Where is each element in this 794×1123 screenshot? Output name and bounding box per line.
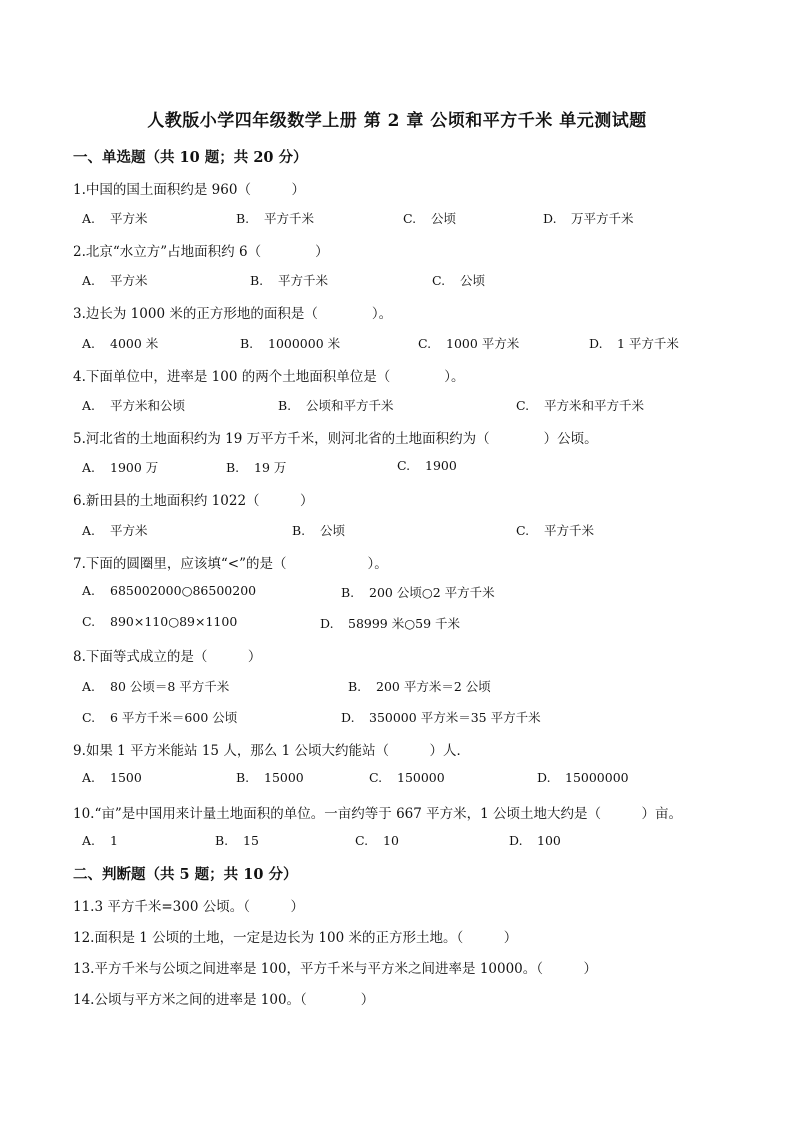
option-text: 200 公顷○2 平方千米 <box>369 585 495 600</box>
q9-option-a <box>82 770 142 785</box>
question-4: 4.下面单位中，进率是 100 的两个土地面积单位是（ ）。 <box>73 369 465 385</box>
q5-option-c <box>397 458 457 473</box>
option-text: 150000 <box>397 770 445 785</box>
q3-option-a <box>82 334 158 352</box>
option-letter: B. <box>236 211 250 226</box>
question-3: 3.边长为 1000 米的正方形地的面积是（ ）。 <box>73 306 393 322</box>
option-text: 15 <box>243 833 259 848</box>
option-letter: C. <box>355 833 369 848</box>
q2-option-b <box>250 271 328 289</box>
option-letter: A. <box>82 336 96 351</box>
option-letter: B. <box>240 336 254 351</box>
option-text: 平方米和平方千米 <box>544 398 645 413</box>
option-letter: D. <box>543 211 557 226</box>
question-7: 7.下面的圆圈里，应该填“<”的是（ ）。 <box>73 556 388 572</box>
option-text: 公顷 <box>320 523 346 538</box>
option-letter: B. <box>292 523 306 538</box>
q3-option-c <box>418 334 519 352</box>
q6-option-c <box>516 521 594 539</box>
option-letter: C. <box>397 458 411 473</box>
question-14: 14.公顷与平方米之间的进率是 100。（ ） <box>73 992 375 1008</box>
option-text: 万平方千米 <box>571 211 634 226</box>
option-text: 1500 <box>110 770 142 785</box>
option-letter: D. <box>537 770 551 785</box>
q10-option-d <box>509 833 561 848</box>
q10-option-b <box>215 833 259 848</box>
q9-option-d <box>537 770 629 785</box>
option-text: 平方千米 <box>544 523 595 538</box>
option-letter: A. <box>82 523 96 538</box>
option-letter: A. <box>82 833 96 848</box>
option-letter: A. <box>82 460 96 475</box>
option-text: 15000000 <box>565 770 629 785</box>
option-letter: A. <box>82 770 96 785</box>
option-letter: C. <box>432 273 446 288</box>
option-text: 平方米 <box>110 523 148 538</box>
q9-option-c <box>369 770 445 785</box>
option-letter: C. <box>82 710 96 725</box>
q10-option-c <box>355 833 399 848</box>
option-letter: B. <box>348 679 362 694</box>
option-text: 平方千米 <box>278 273 329 288</box>
option-text: 10 <box>383 833 399 848</box>
question-11: 11.3 平方千米=300 公顷。（ ） <box>73 899 304 915</box>
question-5: 5.河北省的土地面积约为 19 万平方千米，则河北省的土地面积约为（ ）公顷。 <box>73 431 598 447</box>
option-letter: A. <box>82 583 96 598</box>
question-12: 12.面积是 1 公顷的土地，一定是边长为 100 米的正方形土地。（ ） <box>73 930 518 946</box>
section-heading-single-choice: 一、单选题（共 10 题；共 20 分） <box>73 149 308 166</box>
option-text: 1 <box>110 833 118 848</box>
option-text: 350000 平方米＝35 平方千米 <box>369 710 541 725</box>
option-text: 平方米和公顷 <box>110 398 186 413</box>
question-9: 9.如果 1 平方米能站 15 人，那么 1 公顷大约能站（ ）人． <box>73 743 470 759</box>
option-text: 100 <box>537 833 561 848</box>
q6-option-b <box>292 521 345 539</box>
q1-option-b <box>236 209 314 227</box>
option-text: 公顷 <box>460 273 486 288</box>
option-letter: C. <box>82 614 96 629</box>
option-letter: D. <box>320 616 334 631</box>
q4-option-a <box>82 396 185 414</box>
option-letter: D. <box>341 710 355 725</box>
option-text: 15000 <box>264 770 304 785</box>
option-letter: A. <box>82 211 96 226</box>
question-10: 10.“亩”是中国用来计量土地面积的单位。一亩约等于 667 平方米，1 公顷土地大约是（ ）亩。 <box>73 806 683 822</box>
q2-option-a <box>82 271 148 289</box>
q8-option-d <box>341 708 541 726</box>
q10-option-a <box>82 833 118 848</box>
option-letter: C. <box>516 398 530 413</box>
option-text: 1900 <box>425 458 457 473</box>
q7-option-a <box>82 583 256 598</box>
question-2: 2.北京“水立方”占地面积约 6（ ） <box>73 244 329 260</box>
q9-option-b <box>236 770 304 785</box>
q1-option-a <box>82 209 148 227</box>
q8-option-b <box>348 677 491 695</box>
option-letter: B. <box>215 833 229 848</box>
option-letter: B. <box>236 770 250 785</box>
option-letter: C. <box>369 770 383 785</box>
option-text: 平方千米 <box>264 211 315 226</box>
option-text: 200 平方米＝2 公顷 <box>376 679 491 694</box>
option-text: 平方米 <box>110 211 148 226</box>
option-text: 19 万 <box>254 460 287 475</box>
option-text: 6 平方千米＝600 公顷 <box>110 710 238 725</box>
option-text: 58999 米○59 千米 <box>348 616 461 631</box>
option-letter: A. <box>82 679 96 694</box>
option-letter: D. <box>589 336 603 351</box>
option-text: 公顷 <box>431 211 457 226</box>
option-letter: C. <box>516 523 530 538</box>
option-text: 平方米 <box>110 273 148 288</box>
option-text: 685002000○86500200 <box>110 583 257 598</box>
option-letter: B. <box>250 273 264 288</box>
q7-option-d <box>320 614 460 632</box>
q2-option-c <box>432 271 485 289</box>
option-letter: A. <box>82 273 96 288</box>
question-6: 6.新田县的土地面积约 1022（ ） <box>73 493 314 509</box>
question-13: 13.平方千米与公顷之间进率是 100，平方千米与平方米之间进率是 10000。（ ） <box>73 961 598 977</box>
q5-option-b <box>226 458 286 476</box>
q4-option-c <box>516 396 644 414</box>
option-letter: C. <box>418 336 432 351</box>
q8-option-a <box>82 677 229 695</box>
option-letter: B. <box>278 398 292 413</box>
q5-option-a <box>82 458 158 476</box>
option-text: 公顷和平方千米 <box>306 398 394 413</box>
option-letter: B. <box>341 585 355 600</box>
option-text: 1 平方千米 <box>617 336 679 351</box>
q7-option-b <box>341 583 495 601</box>
option-text: 80 公顷＝8 平方千米 <box>110 679 230 694</box>
option-text: 890×110○89×1100 <box>110 614 238 629</box>
q1-option-d <box>543 209 634 227</box>
q6-option-a <box>82 521 148 539</box>
option-letter: C. <box>403 211 417 226</box>
option-text: 1000 平方米 <box>446 336 520 351</box>
q4-option-b <box>278 396 394 414</box>
section-heading-true-false: 二、判断题（共 5 题；共 10 分） <box>73 866 298 883</box>
q7-option-c <box>82 614 237 629</box>
q8-option-c <box>82 708 237 726</box>
option-text: 1900 万 <box>110 460 159 475</box>
q3-option-b <box>240 334 340 352</box>
q3-option-d <box>589 334 679 352</box>
option-letter: A. <box>82 398 96 413</box>
question-8: 8.下面等式成立的是（ ） <box>73 649 262 665</box>
question-1: 1.中国的国土面积约是 960（ ） <box>73 182 305 198</box>
document-title: 人教版小学四年级数学上册 第 2 章 公顷和平方千米 单元测试题 <box>147 111 647 131</box>
q1-option-c <box>403 209 456 227</box>
option-letter: D. <box>509 833 523 848</box>
option-text: 1000000 米 <box>268 336 341 351</box>
option-text: 4000 米 <box>110 336 159 351</box>
option-letter: B. <box>226 460 240 475</box>
